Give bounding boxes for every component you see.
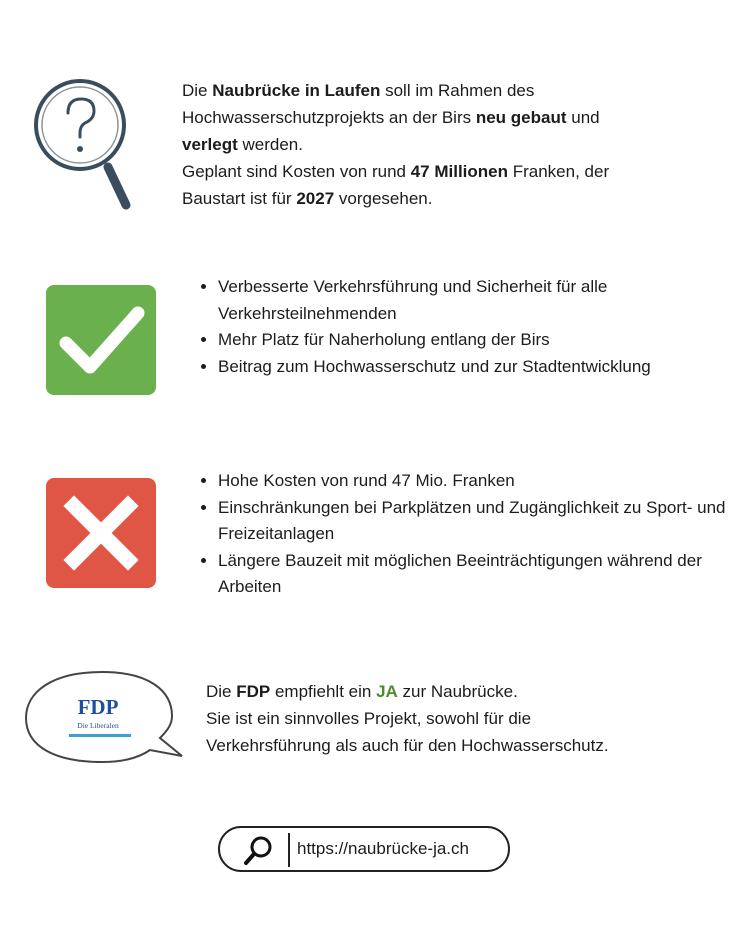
- cons-list: [200, 468, 730, 601]
- cross-icon: [46, 478, 156, 588]
- intro-paragraph: Die Naubrücke in Laufen soll im Rahmen des Hochwasserschutzprojekts an der Birs neu gebaut und verlegt werden. Geplant sind Kosten von rund 47 Millionen Franken, der Baustart ist für 2027 vorgesehen.: [182, 81, 610, 208]
- logo-title: FDP: [77, 695, 119, 719]
- pro-item: • Verbesserte Verkehrsführung und Sicherheit für alle Verkehrsteilnehmenden: [218, 274, 720, 327]
- website-link[interactable]: https://naubrücke-ja.ch: [297, 839, 469, 858]
- logo-subtitle: Die Liberalen: [77, 721, 119, 730]
- recommendation-text: Die FDP empfiehlt ein JA zur Naubrücke. Sie ist ein sinnvolles Projekt, sowohl für die Verkehrsführung als auch für den Hochwasserschutz.: [206, 682, 609, 755]
- fdp-logo-bubble: [22, 664, 187, 774]
- search-icon: [242, 834, 276, 868]
- pro-item: • Mehr Platz für Naherholung entlang der Birs: [218, 327, 720, 354]
- pro-item: • Beitrag zum Hochwasserschutz und zur Stadtentwicklung: [218, 354, 720, 381]
- separator: [288, 833, 290, 867]
- pros-list: [200, 274, 720, 380]
- con-item: • Längere Bauzeit mit möglichen Beeinträchtigungen während der Arbeiten: [218, 548, 730, 601]
- con-item: • Hohe Kosten von rund 47 Mio. Franken: [218, 468, 730, 495]
- url-search-bar[interactable]: [218, 826, 510, 872]
- con-item: • Einschränkungen bei Parkplätzen und Zugänglichkeit zu Sport- und Freizeitanlagen: [218, 495, 730, 548]
- checkmark-icon: [46, 285, 156, 395]
- question-magnifier-icon: [30, 75, 140, 215]
